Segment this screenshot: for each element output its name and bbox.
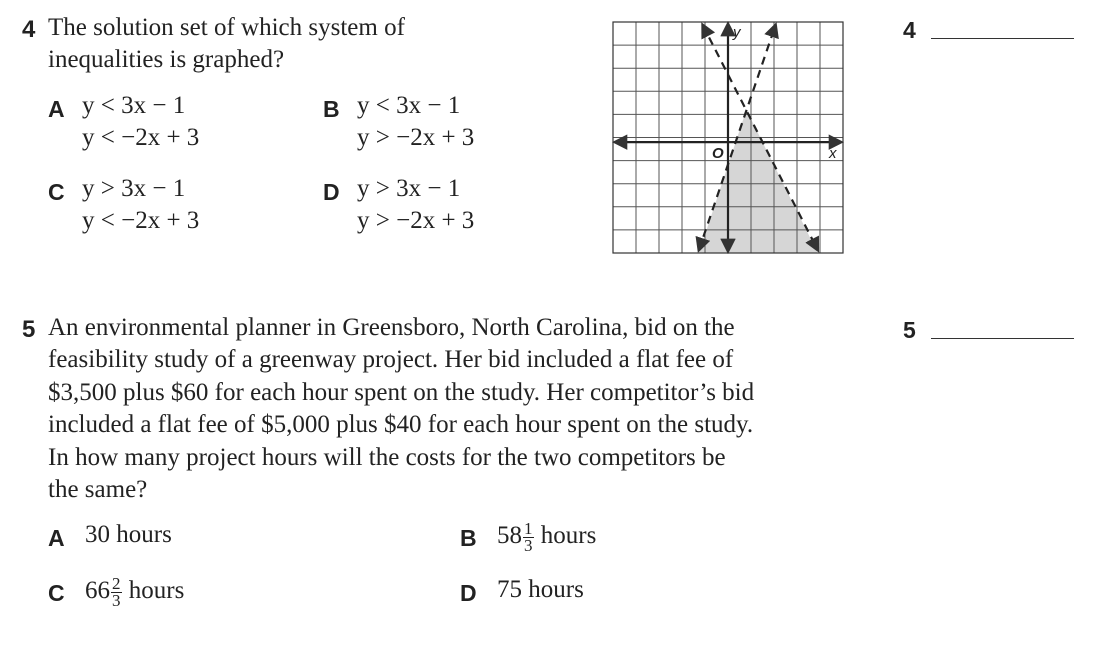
answer-5-number: 5 xyxy=(903,317,916,343)
question-5-number: 5 xyxy=(22,316,36,343)
question-5-text-line-5: In how many project hours will the costs for the two competitors be xyxy=(48,444,726,471)
inequality-graph xyxy=(612,20,844,255)
q5-choice-a-text: 30 hours xyxy=(85,521,172,548)
q5-choice-b-denominator: 3 xyxy=(524,536,533,555)
q5-choice-a-letter[interactable]: A xyxy=(48,525,65,551)
question-5-text-line-6: the same? xyxy=(48,476,148,503)
question-5-text-line-4: included a flat fee of $5,000 plus $40 for each hour spent on the study. xyxy=(48,411,754,438)
question-5-text-line-3: $3,500 plus $60 for each hour spent on the study. Her competitor’s bid xyxy=(48,379,755,406)
solution-region xyxy=(699,110,818,253)
q4-choice-d-inequality-2: y > −2x + 3 xyxy=(357,207,475,234)
question-5-text-line-2: feasibility study of a greenway project. Her bid included a flat fee of xyxy=(48,346,734,373)
q4-choice-d-inequality-1: y > 3x − 1 xyxy=(357,175,461,202)
origin-label: O xyxy=(712,145,724,163)
q5-choice-d-letter[interactable]: D xyxy=(460,580,477,606)
q5-choice-b-unit: hours xyxy=(540,522,597,550)
q4-choice-c-inequality-2: y < −2x + 3 xyxy=(82,207,200,234)
q5-choice-c-unit: hours xyxy=(128,577,185,605)
q5-choice-b-numerator: 1 xyxy=(524,519,533,538)
q4-choice-d-letter[interactable]: D xyxy=(323,179,340,205)
q4-choice-a-inequality-2: y < −2x + 3 xyxy=(82,124,200,151)
q4-choice-b-inequality-2: y > −2x + 3 xyxy=(357,124,475,151)
q5-choice-c-whole: 66 xyxy=(85,577,110,605)
q5-choice-c-numerator: 2 xyxy=(112,574,121,593)
question-4-number: 4 xyxy=(22,16,36,43)
q4-choice-b-letter[interactable]: B xyxy=(323,96,340,122)
q5-choice-c-letter[interactable]: C xyxy=(48,580,65,606)
q5-choice-b-whole: 58 xyxy=(497,522,522,550)
y-axis-label: y xyxy=(733,24,741,41)
q5-choice-b-letter[interactable]: B xyxy=(460,525,477,551)
q4-choice-a-letter[interactable]: A xyxy=(48,96,65,122)
q5-choice-c-denominator: 3 xyxy=(112,591,121,610)
question-5-text-line-1: An environmental planner in Greensboro, North Carolina, bid on the xyxy=(48,314,735,341)
q4-choice-b-inequality-1: y < 3x − 1 xyxy=(357,92,461,119)
q5-choice-d-text: 75 hours xyxy=(497,576,584,603)
x-axis-label: x xyxy=(829,145,837,163)
answer-5-blank[interactable] xyxy=(931,338,1074,339)
answer-4-blank[interactable] xyxy=(931,38,1074,39)
answer-4-number: 4 xyxy=(903,17,916,43)
q4-choice-c-letter[interactable]: C xyxy=(48,179,65,205)
q5-choice-c-value xyxy=(85,576,184,609)
q5-choice-b-fraction xyxy=(523,521,534,554)
question-4-text-line-2: inequalities is graphed? xyxy=(48,46,285,73)
q4-choice-a-inequality-1: y < 3x − 1 xyxy=(82,92,186,119)
q5-choice-c-fraction xyxy=(111,576,122,609)
q5-choice-b-value xyxy=(497,521,596,554)
question-4-text-line-1: The solution set of which system of xyxy=(48,14,405,41)
q4-choice-c-inequality-1: y > 3x − 1 xyxy=(82,175,186,202)
